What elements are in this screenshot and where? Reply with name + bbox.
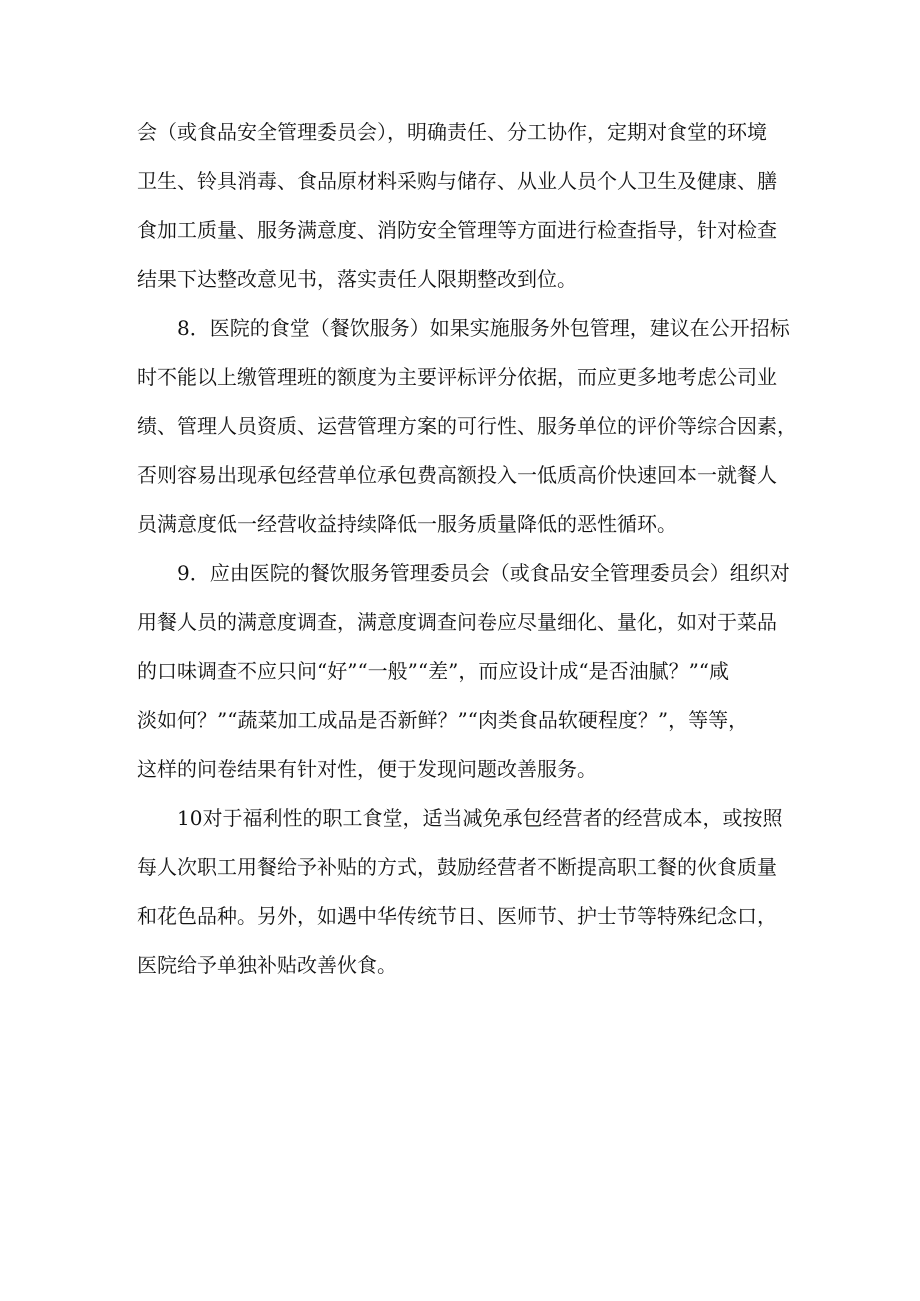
- paragraph-line: 会（或食品安全管理委员会），明确责任、分工协作，定期对食堂的环境: [137, 120, 767, 144]
- paragraph-line: 和花色品种。另外，如遇中华传统节日、医师节、护士节等特殊纪念口，: [137, 904, 777, 928]
- paragraph-line: 每人次职工用餐给予补贴的方式，鼓励经营者不断提高职工餐的伙食质量: [137, 855, 777, 879]
- paragraph-line: 的口味调查不应只问“好”“一般”“差”，而应设计成“是否油腻？”“咸: [137, 659, 730, 683]
- paragraph-line: 否则容易出现承包经营单位承包费高额投入一低质高价快速回本一就餐人: [137, 463, 777, 487]
- paragraph-line: 卫生、铃具消毒、食品原材料采购与储存、从业人员个人卫生及健康、膳: [137, 169, 777, 193]
- paragraph-line: 医院给予单独补贴改善伙食。: [137, 953, 397, 977]
- paragraph-first-line: 8．医院的食堂（餐饮服务）如果实施服务外包管理，建议在公开招标: [177, 316, 790, 340]
- paragraph-line: 绩、管理人员资质、运营管理方案的可行性、服务单位的评价等综合因素，: [137, 414, 797, 438]
- paragraph-line: 这样的问卷结果有针对性，便于发现问题改善服务。: [137, 757, 597, 781]
- paragraph-line: 淡如何？”“蔬菜加工成品是否新鲜？”“肉类食品软硬程度？”，等等，: [137, 708, 749, 732]
- paragraph-line: 结果下达整改意见书，落实责任人限期整改到位。: [137, 267, 577, 291]
- paragraph-line: 员满意度低一经营收益持续降低一服务质量降低的恶性循环。: [137, 512, 677, 536]
- paragraph-line: 食加工质量、服务满意度、消防安全管理等方面进行检查指导，针对检查: [137, 218, 777, 242]
- paragraph-line: 用餐人员的满意度调查，满意度调查问卷应尽量细化、量化，如对于菜品: [137, 610, 777, 634]
- paragraph-line: 时不能以上缴管理班的额度为主要评标评分依据，而应更多地考虑公司业: [137, 365, 777, 389]
- paragraph-first-line: 10对于福利性的职工食堂，适当减免承包经营者的经营成本，或按照: [177, 806, 783, 830]
- paragraph-first-line: 9．应由医院的餐饮服务管理委员会（或食品安全管理委员会）组织对: [177, 561, 790, 585]
